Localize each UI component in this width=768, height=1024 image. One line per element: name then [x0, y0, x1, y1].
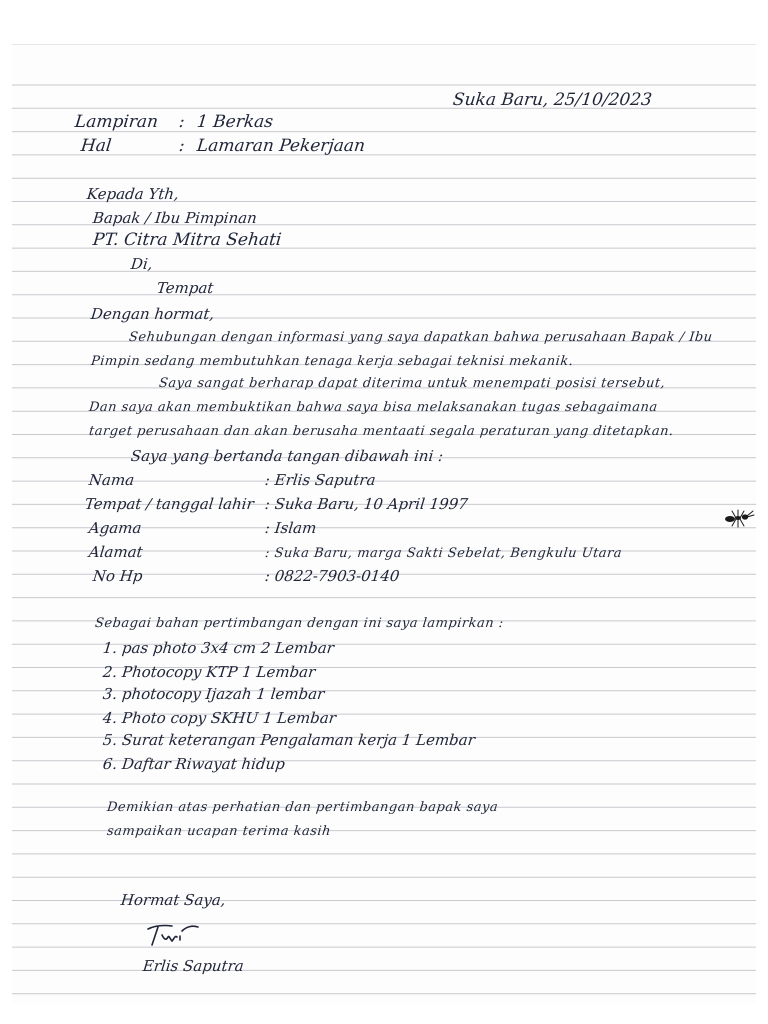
list-item: 6. Daftar Riwayat hidup — [102, 755, 286, 773]
closing-line-1: Demikian atas perhatian dan pertimbangan bapak saya — [106, 800, 499, 815]
identity-label: Nama — [88, 471, 136, 489]
list-item: 4. Photo copy SKHU 1 Lembar — [102, 709, 337, 727]
recipient-line-1: Kepada Yth, — [86, 185, 180, 203]
signature-icon — [142, 917, 202, 951]
paragraph-2-line-2: Dan saya akan membuktikan bahwa saya bisa melaksanakan tugas sebagaimana — [88, 400, 659, 415]
hal-label: Hal — [79, 136, 113, 156]
signer-name: Erlis Saputra — [142, 957, 245, 975]
identity-label: Alamat — [88, 543, 144, 561]
list-item: 1. pas photo 3x4 cm 2 Lembar — [102, 639, 335, 657]
identity-value: : Islam — [264, 519, 318, 537]
identity-label: Tempat / tanggal lahir — [84, 495, 255, 513]
recipient-line-4: Di, — [130, 255, 154, 273]
list-item: 2. Photocopy KTP 1 Lembar — [102, 663, 317, 681]
letter-paper — [12, 44, 756, 1005]
attachments-intro: Sebagai bahan pertimbangan dengan ini saya lampirkan : — [94, 616, 505, 631]
paragraph-1-line-2: Pimpin sedang membutuhkan tenaga kerja sebagai teknisi mekanik. — [90, 354, 575, 369]
lampiran-sep: : — [177, 112, 186, 132]
identity-intro: Saya yang bertanda tangan dibawah ini : — [130, 447, 445, 465]
greeting: Dengan hormat, — [90, 305, 216, 323]
recipient-line-2: Bapak / Ibu Pimpinan — [92, 209, 258, 227]
hal-sep: : — [177, 136, 186, 156]
hal-value: Lamaran Pekerjaan — [195, 136, 367, 156]
paragraph-2-line-3: target perusahaan dan akan berusaha mentaati segala peraturan yang ditetapkan. — [88, 424, 675, 439]
list-item: 3. photocopy Ijazah 1 lembar — [102, 685, 326, 703]
ant-icon — [722, 507, 756, 529]
identity-label: Agama — [88, 519, 143, 537]
identity-label: No Hp — [92, 567, 144, 585]
identity-value: : 0822-7903-0140 — [264, 567, 401, 585]
identity-value: : Erlis Saputra — [264, 471, 377, 489]
letter-date: Suka Baru, 25/10/2023 — [451, 90, 653, 110]
identity-value: : Suka Baru, 10 April 1997 — [264, 495, 469, 513]
list-item: 5. Surat keterangan Pengalaman kerja 1 Lembar — [102, 731, 476, 749]
lampiran-label: Lampiran — [73, 112, 160, 132]
closing-line-2: sampaikan ucapan terima kasih — [106, 824, 332, 839]
paragraph-2-line-1: Saya sangat berharap dapat diterima untuk menempati posisi tersebut, — [158, 376, 666, 391]
regards: Hormat Saya, — [120, 891, 227, 909]
recipient-company: PT. Citra Mitra Sehati — [91, 230, 283, 250]
paragraph-1-line-1: Sehubungan dengan informasi yang saya dapatkan bahwa perusahaan Bapak / Ibu — [128, 330, 714, 345]
recipient-place: Tempat — [156, 279, 215, 297]
lampiran-value: 1 Berkas — [195, 112, 275, 132]
identity-value: : Suka Baru, marga Sakti Sebelat, Bengkulu Utara — [264, 546, 623, 561]
